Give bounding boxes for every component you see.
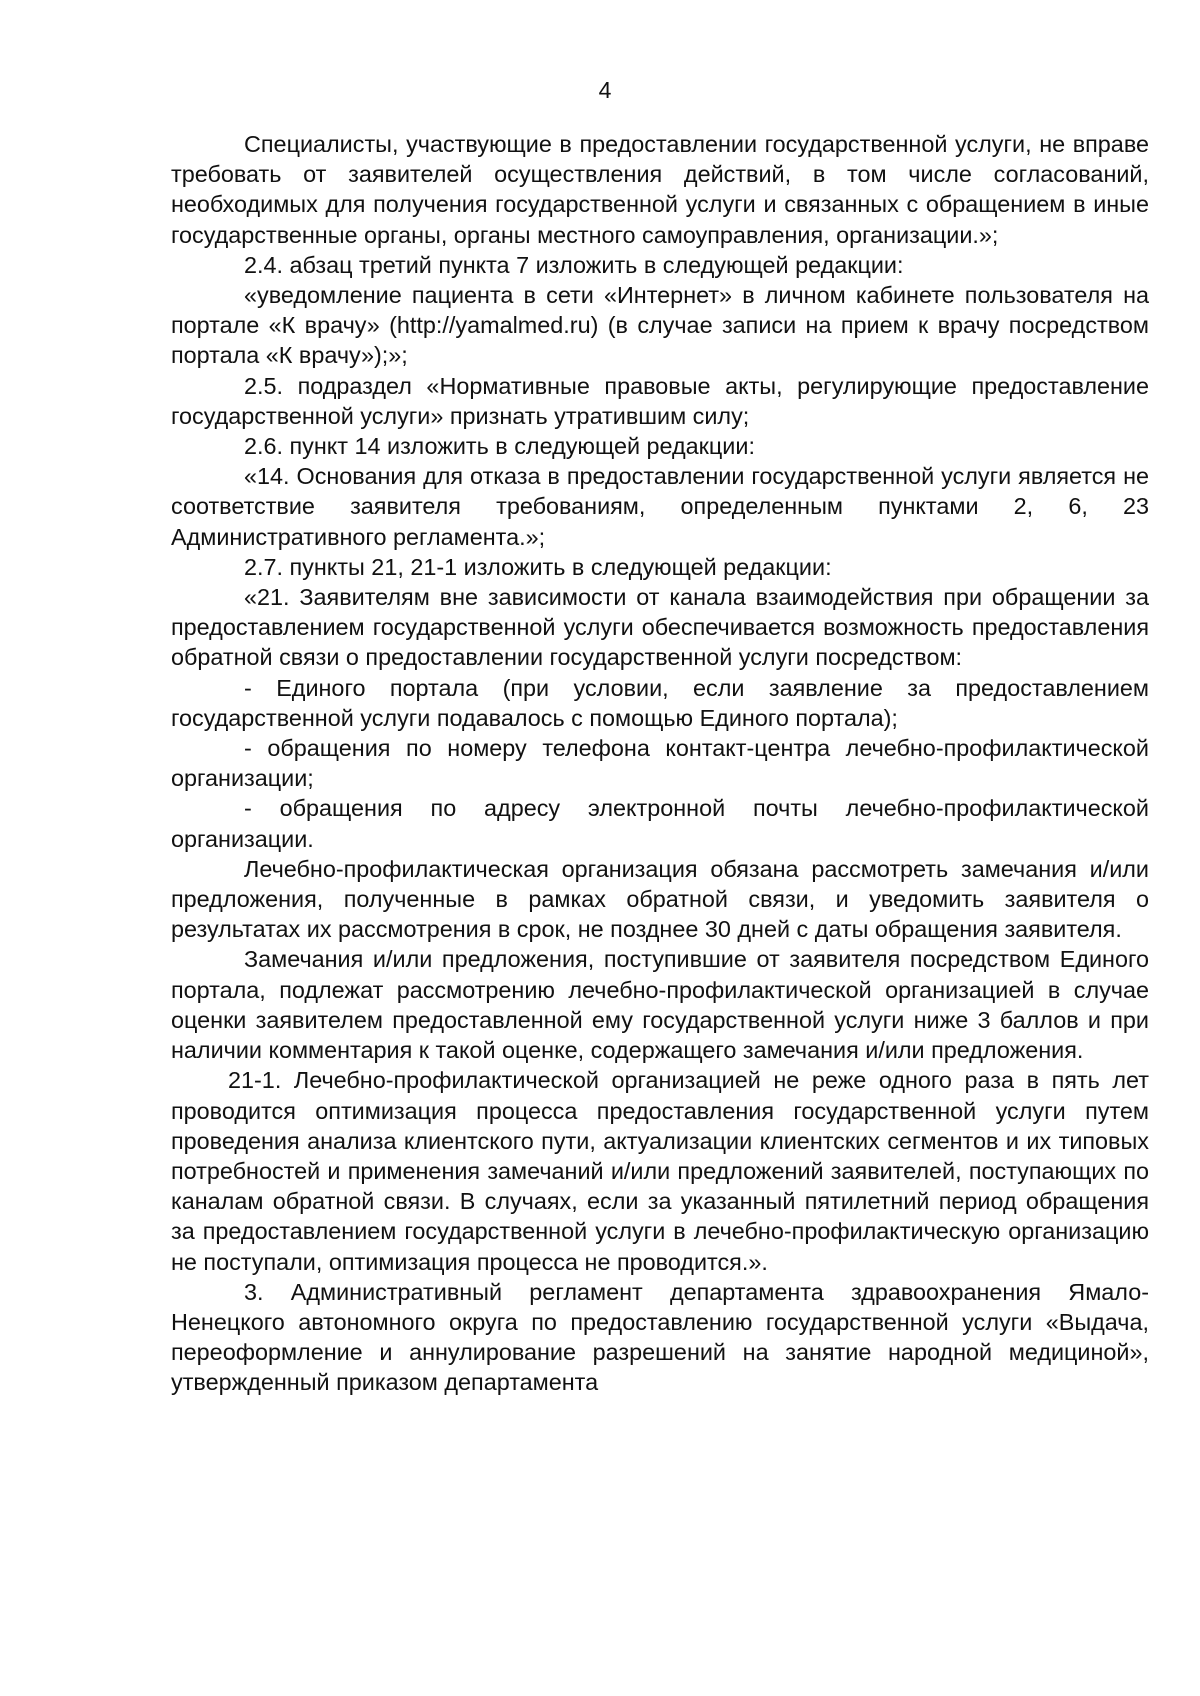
list-item-email: - обращения по адресу электронной почты лечебно-профилактической организации. <box>171 795 1149 852</box>
paragraph-21: «21. Заявителям вне зависимости от канала взаимодействия при обращении за предоставлением государственной услуги обеспечивается возможность предоставления обратной связи о предоставлении государственной услуги посредством: <box>171 584 1149 671</box>
paragraph-3: 3. Административный регламент департамента здравоохранения Ямало-Ненецкого автономного округа по предоставлению государственной услуги «Выдача, переоформление и аннулирование разрешений на занятие народной медициной», утвержденный приказом департамента <box>171 1278 1149 1396</box>
paragraph-21-1: 21-1. Лечебно-профилактической организацией не реже одного раза в пять лет проводится оптимизация процесса предоставления государственной услуги путем проведения анализа клиентского пути, актуализации клиентских сегментов и их типовых потребностей и применения замечаний и/или предложений заявителей, поступающих по каналам обратной связи. В случаях, если за указанный пятилетний период обращения за предоставлением государственной услуги в лечебно-профилактическую организацию не поступали, оптимизация процесса не проводится.». <box>171 1067 1149 1275</box>
paragraph-2-7: 2.7. пункты 21, 21-1 изложить в следующей редакции: <box>244 553 832 580</box>
document-body <box>171 129 1149 1398</box>
paragraph-2-4: 2.4. абзац третий пункта 7 изложить в следующей редакции: <box>244 251 904 278</box>
list-item-unified-portal: - Единого портала (при условии, если заявление за предоставлением государственной услуги подавалось с помощью Единого портала); <box>171 674 1149 731</box>
paragraph-organization-obliged: Лечебно-профилактическая организация обязана рассмотреть замечания и/или предложения, полученные в рамках обратной связи, и уведомить заявителя о результатах их рассмотрения в срок, не позднее 30 дней с даты обращения заявителя. <box>171 855 1149 943</box>
paragraph-specialists: Специалисты, участвующие в предоставлении государственной услуги, не вправе требовать от заявителей осуществления действий, в том числе согласований, необходимых для получения государственной услуги и связанных с обращением в иные государственные органы, органы местного самоуправления, организации.»; <box>171 131 1149 248</box>
paragraph-2-5: 2.5. подраздел «Нормативные правовые акты, регулирующие предоставление государственной услуги» признать утратившим силу; <box>171 372 1149 429</box>
list-item-phone: - обращения по номеру телефона контакт-центра лечебно-профилактической организации; <box>171 735 1149 792</box>
paragraph-notification: «уведомление пациента в сети «Интернет» в личном кабинете пользователя на портале «К врачу» (http://yamalmed.ru) (в случае записи на прием к врачу посредством портала «К врачу»);»; <box>171 282 1149 369</box>
page-number: 4 <box>598 77 612 103</box>
paragraph-remarks: Замечания и/или предложения, поступившие от заявителя посредством Единого портала, подлежат рассмотрению лечебно-профилактической организацией в случае оценки заявителем предоставленной ему государственной услуги ниже 3 баллов и при наличии комментария к такой оценке, содержащего замечания и/или предложения. <box>171 946 1149 1064</box>
paragraph-2-6: 2.6. пункт 14 изложить в следующей редакции: <box>244 433 755 460</box>
paragraph-14: «14. Основания для отказа в предоставлении государственной услуги является не соответствие заявителя требованиям, определенным пунктами 2, 6, 23 Административного регламента.»; <box>171 463 1149 550</box>
